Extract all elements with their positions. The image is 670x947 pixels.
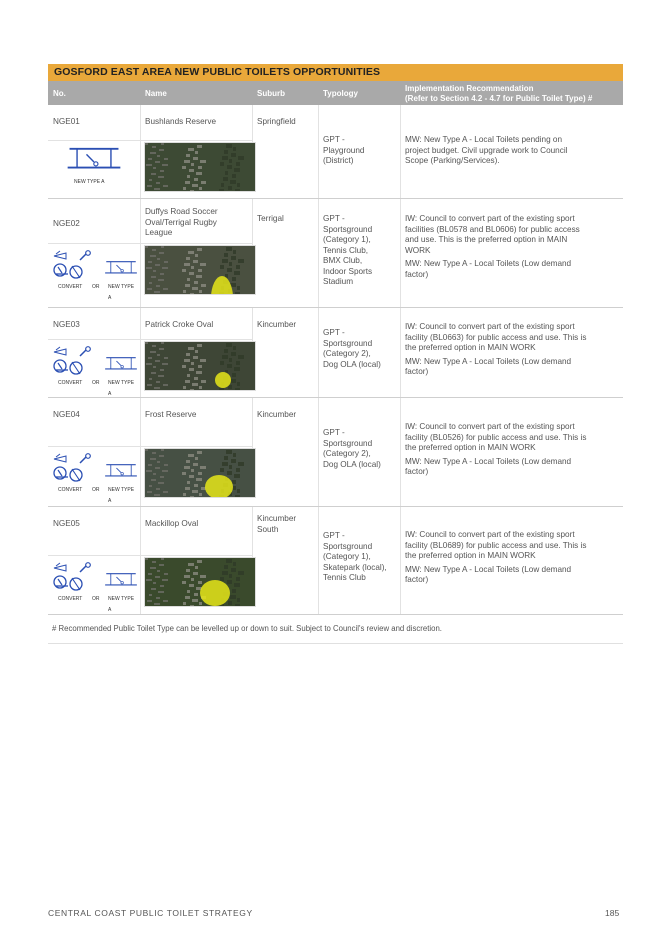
toilet-type-diagram bbox=[52, 342, 138, 397]
text-line: Tennis Club bbox=[323, 573, 366, 582]
row-id: NGE04 bbox=[53, 410, 80, 419]
icon-caption-or: OR bbox=[92, 380, 100, 386]
text-line: Kincumber bbox=[257, 320, 297, 329]
icon-caption-new: NEW TYPE A bbox=[108, 487, 135, 504]
text-line: Dog OLA (local) bbox=[323, 359, 381, 369]
text-line: Kincumber bbox=[257, 514, 297, 523]
table-row bbox=[48, 507, 623, 615]
recommendation-line: Scope (Parking/Services). bbox=[405, 156, 500, 165]
icon-caption: NEW TYPE A bbox=[74, 179, 105, 185]
row-id: NGE03 bbox=[53, 320, 80, 329]
text-line: Springfield bbox=[257, 117, 296, 126]
image-row-divider bbox=[48, 446, 252, 447]
recommendation bbox=[400, 322, 623, 378]
recommendation-line: facilities (BL0578 and BL0606) for public access bbox=[405, 224, 580, 234]
col-header-recommendation-line1: Implementation Recommendation bbox=[405, 84, 534, 93]
aerial-photo bbox=[144, 557, 256, 607]
recommendation-line: factor) bbox=[405, 367, 429, 376]
text-line: Patrick Croke Oval bbox=[145, 320, 214, 329]
recommendation-line: facility (BL0526) for public access and use. This is bbox=[405, 432, 587, 442]
aerial-photo-image bbox=[145, 342, 255, 390]
table-row bbox=[48, 105, 623, 199]
recommendation-line: IW: Council to convert part of the existing sport bbox=[405, 530, 575, 539]
table-row bbox=[48, 398, 623, 507]
text-line: (Category 1), bbox=[323, 552, 371, 561]
new-type-a-toilet-icon bbox=[104, 258, 138, 280]
row-id: NGE02 bbox=[53, 219, 80, 228]
facility-name bbox=[140, 207, 252, 239]
recommendation-line: IW: Council to convert part of the existing sport bbox=[405, 422, 575, 431]
typology bbox=[318, 135, 400, 167]
convert-facility-icon bbox=[52, 562, 98, 592]
icon-caption-convert: CONVERT bbox=[58, 380, 83, 386]
aerial-photo bbox=[144, 448, 256, 498]
image-row-divider bbox=[48, 243, 252, 244]
facility-name bbox=[140, 320, 252, 331]
image-row-divider bbox=[48, 140, 252, 141]
aerial-photo bbox=[144, 341, 256, 391]
facility-name bbox=[140, 410, 252, 421]
icon-caption-convert: CONVERT bbox=[58, 284, 83, 290]
recommendation-line: factor) bbox=[405, 269, 429, 279]
new-type-a-toilet-icon bbox=[104, 354, 138, 376]
text-line: GPT - bbox=[323, 328, 345, 337]
aerial-photo-image bbox=[145, 143, 255, 191]
col-header-recommendation bbox=[400, 81, 623, 105]
col-header-suburb: Suburb bbox=[257, 88, 285, 98]
text-line: Stadium bbox=[323, 277, 354, 286]
footnote-divider bbox=[48, 643, 623, 644]
recommendation bbox=[400, 214, 623, 280]
col-header-no: No. bbox=[53, 88, 66, 98]
text-line: Tennis Club, bbox=[323, 245, 369, 255]
text-line: (Category 2), bbox=[323, 449, 371, 458]
convert-facility-icon bbox=[52, 250, 98, 280]
text-line: (Category 2), bbox=[323, 349, 371, 358]
aerial-photo-image bbox=[145, 558, 255, 606]
column-divider bbox=[252, 398, 253, 449]
icon-caption-or: OR bbox=[92, 596, 100, 602]
suburb bbox=[252, 410, 318, 421]
text-line: League bbox=[145, 228, 173, 237]
section-title: GOSFORD EAST AREA NEW PUBLIC TOILETS OPPORTUNITIES bbox=[48, 64, 623, 81]
suburb bbox=[252, 320, 318, 331]
aerial-photo-image bbox=[145, 246, 255, 294]
new-type-a-toilet-icon bbox=[104, 570, 138, 592]
footnote: # Recommended Public Toilet Type can be levelled up or down to suit. Subject to Council's review and discretion. bbox=[52, 624, 442, 633]
suburb bbox=[252, 214, 318, 225]
text-line: GPT - bbox=[323, 428, 345, 437]
text-line: Playground bbox=[323, 145, 365, 155]
recommendation-line: IW: Council to convert part of the existing sport bbox=[405, 322, 575, 331]
text-line: Sportsground bbox=[323, 438, 373, 448]
text-line: BMX Club, bbox=[323, 256, 363, 265]
col-header-recommendation-line2: (Refer to Section 4.2 - 4.7 for Public Toilet Type) # bbox=[405, 94, 593, 103]
recommendation-line: project budget. Civil upgrade work to Council bbox=[405, 145, 568, 155]
page-content bbox=[48, 64, 623, 615]
recommendation-line: the preferred option in MAIN WORK bbox=[405, 551, 536, 560]
text-line: Oval/Terrigal Rugby bbox=[145, 217, 217, 227]
icon-caption-or: OR bbox=[92, 284, 100, 290]
text-line: South bbox=[257, 524, 279, 534]
table-row bbox=[48, 199, 623, 308]
table-row bbox=[48, 308, 623, 398]
icon-caption-new: NEW TYPE A bbox=[108, 284, 135, 301]
table-body bbox=[48, 105, 623, 615]
text-line: GPT - bbox=[323, 214, 345, 223]
col-header-typology: Typology bbox=[323, 88, 358, 98]
icon-caption-convert: CONVERT bbox=[58, 487, 83, 493]
typology bbox=[318, 428, 400, 470]
new-type-a-toilet-icon bbox=[64, 145, 124, 177]
text-line: Mackillop Oval bbox=[145, 519, 199, 528]
aerial-photo bbox=[144, 142, 256, 192]
col-header-name: Name bbox=[145, 88, 167, 98]
icon-caption-new: NEW TYPE A bbox=[108, 380, 135, 397]
text-line: Duffys Road Soccer bbox=[145, 207, 218, 216]
text-line: Kincumber bbox=[257, 410, 297, 419]
recommendation-line: factor) bbox=[405, 467, 429, 476]
suburb bbox=[252, 117, 318, 128]
recommendation-line: IW: Council to convert part of the existing sport bbox=[405, 214, 575, 223]
toilet-type-diagram bbox=[52, 143, 138, 189]
text-line: Sportsground bbox=[323, 224, 373, 234]
text-line: GPT - bbox=[323, 531, 345, 540]
convert-facility-icon bbox=[52, 453, 98, 483]
recommendation-line: and use. This is the preferred option in MAIN bbox=[405, 235, 568, 244]
new-type-a-toilet-icon bbox=[104, 461, 138, 483]
recommendation-line: MW: New Type A - Local Toilets pending on bbox=[405, 135, 563, 144]
aerial-photo-image bbox=[145, 449, 255, 497]
recommendation-line: the preferred option in MAIN WORK bbox=[405, 443, 536, 452]
recommendation-line: MW: New Type A - Local Toilets (Low demand bbox=[405, 356, 572, 366]
suburb bbox=[252, 514, 318, 535]
icon-caption-convert: CONVERT bbox=[58, 596, 83, 602]
text-line: Sportsground bbox=[323, 338, 373, 348]
recommendation-line: MW: New Type A - Local Toilets (Low demand bbox=[405, 456, 572, 466]
recommendation bbox=[400, 135, 623, 167]
typology bbox=[318, 214, 400, 288]
page-number: 185 bbox=[605, 908, 620, 918]
recommendation-line: MW: New Type A - Local Toilets (Low demand bbox=[405, 259, 572, 268]
icon-caption-or: OR bbox=[92, 487, 100, 493]
recommendation-line: facility (BL0663) for public access and use. This is bbox=[405, 332, 587, 342]
typology bbox=[318, 531, 400, 584]
text-line: (District) bbox=[323, 156, 354, 165]
recommendation-line: the preferred option in MAIN WORK bbox=[405, 343, 536, 352]
text-line: Indoor Sports bbox=[323, 266, 373, 276]
toilet-type-diagram bbox=[52, 449, 138, 504]
row-id: NGE01 bbox=[53, 117, 80, 126]
text-line: Bushlands Reserve bbox=[145, 117, 216, 126]
text-line: Terrigal bbox=[257, 214, 284, 223]
toilet-type-diagram bbox=[52, 246, 138, 301]
convert-facility-icon bbox=[52, 346, 98, 376]
text-line: (Category 1), bbox=[323, 235, 371, 244]
row-id: NGE05 bbox=[53, 519, 80, 528]
text-line: Dog OLA (local) bbox=[323, 459, 381, 469]
image-row-divider bbox=[48, 555, 252, 556]
aerial-photo bbox=[144, 245, 256, 295]
text-line: Sportsground bbox=[323, 541, 373, 551]
recommendation bbox=[400, 530, 623, 586]
toilet-type-diagram bbox=[52, 558, 138, 613]
table-header bbox=[48, 81, 623, 105]
icon-caption-new: NEW TYPE A bbox=[108, 596, 135, 613]
text-line: Skatepark (local), bbox=[323, 562, 387, 572]
recommendation-line: facility (BL0689) for public access and use. This is bbox=[405, 540, 587, 550]
facility-name bbox=[140, 117, 252, 128]
text-line: Frost Reserve bbox=[145, 410, 197, 419]
typology bbox=[318, 328, 400, 370]
recommendation-line: factor) bbox=[405, 575, 429, 584]
recommendation-line: MW: New Type A - Local Toilets (Low demand bbox=[405, 564, 572, 574]
recommendation bbox=[400, 422, 623, 478]
facility-name bbox=[140, 519, 252, 530]
footer-title: CENTRAL COAST PUBLIC TOILET STRATEGY bbox=[48, 908, 253, 918]
text-line: GPT - bbox=[323, 135, 345, 144]
image-row-divider bbox=[48, 339, 252, 340]
recommendation-line: WORK bbox=[405, 245, 431, 255]
